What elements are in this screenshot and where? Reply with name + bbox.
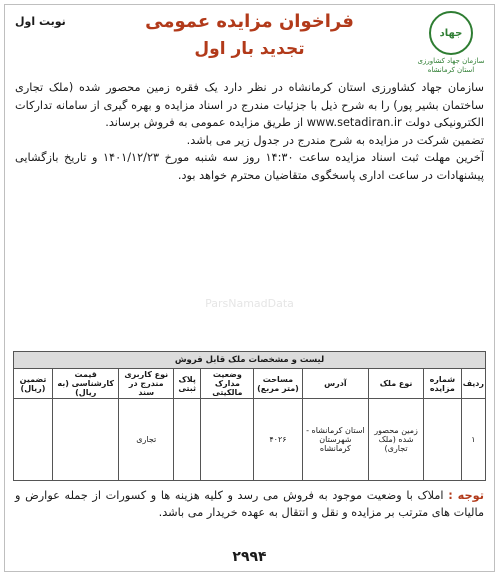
table-header: نوع ملک [369,369,424,399]
body-paragraph-2: تضمین شرکت در مزایده به شرح مندرج در جدول زیر می باشد. [186,133,484,147]
table-cell [52,399,118,481]
table-header: تضمین (ریال) [14,369,53,399]
table-header: آدرس [302,369,369,399]
notes-label: توجه : [448,489,484,502]
notice-title: فراخوان مزایده عمومی [145,11,354,32]
table-cell [201,399,254,481]
body-paragraph-1: سازمان جهاد کشاورزی استان کرمانشاه در نظر دارد یک فقره زمین محصور شده (ملک تجاری ساختمان بشیر پور) را به شرح ذیل با جزئیات مندرج در اسناد مزایده و بهره گیری از سامانه تدارکات الکترونیکی دولت www.setadiran.ir از طریق مزایده عمومی به فروش برساند. [15,81,484,130]
logo-caption: سازمان جهاد کشاورزی استان کرمانشاه [417,57,485,74]
table-cell [14,399,53,481]
table-header: ردیف [461,369,485,399]
table-cell [174,399,201,481]
notice-page [4,4,495,572]
table-header: پلاک ثبتی [174,369,201,399]
table-caption: لیست و مشخصات ملک قابل فروش [14,352,486,369]
notice-notes [15,487,484,521]
table-header: قیمت کارشناسی (به ریال) [52,369,118,399]
table-header: مساحت (متر مربع) [254,369,302,399]
property-table-grid [13,351,486,481]
table-cell: ۴۰۲۶ [254,399,302,481]
table-cell [423,399,461,481]
table-header: وضعیت مدارک مالکیتی [201,369,254,399]
emblem-icon: جهاد [429,11,473,55]
table-header: شماره مزایده [423,369,461,399]
notice-turn-label: نوبت اول [15,15,66,28]
table-header-row [14,369,486,399]
watermark: ParsNamadData [205,297,294,310]
notes-text: املاک با وضعیت موجود به فروش می رسد و کلیه هزینه ها و کسورات از جمله عوارض و مالیات های مترتب بر مزایده و نقل و انتقال به عهده خریدار می باشد. [15,489,484,519]
table-row [14,399,486,481]
footer-number: ۲۹۹۴ [232,549,267,565]
table-cell: زمین محصور شده (ملک تجاری) [369,399,424,481]
notice-subtitle: تجدید بار اول [194,39,305,59]
table-cell: ۱ [461,399,485,481]
property-table [13,351,486,481]
table-header: نوع کاربری مندرج در سند [119,369,174,399]
body-paragraph-3: آخرین مهلت ثبت اسناد مزایده ساعت ۱۴:۳۰ روز سه شنبه مورخ ۱۴۰۱/۱۲/۲۳ و تاریخ بازگشایی پیشنهادات در ساعت اداری پاسخگوی متقاضیان محترم خواهد بود. [15,151,484,182]
table-cell: تجاری [119,399,174,481]
notice-header [5,5,494,75]
table-cell: استان کرمانشاه - شهرستان کرمانشاه [302,399,369,481]
